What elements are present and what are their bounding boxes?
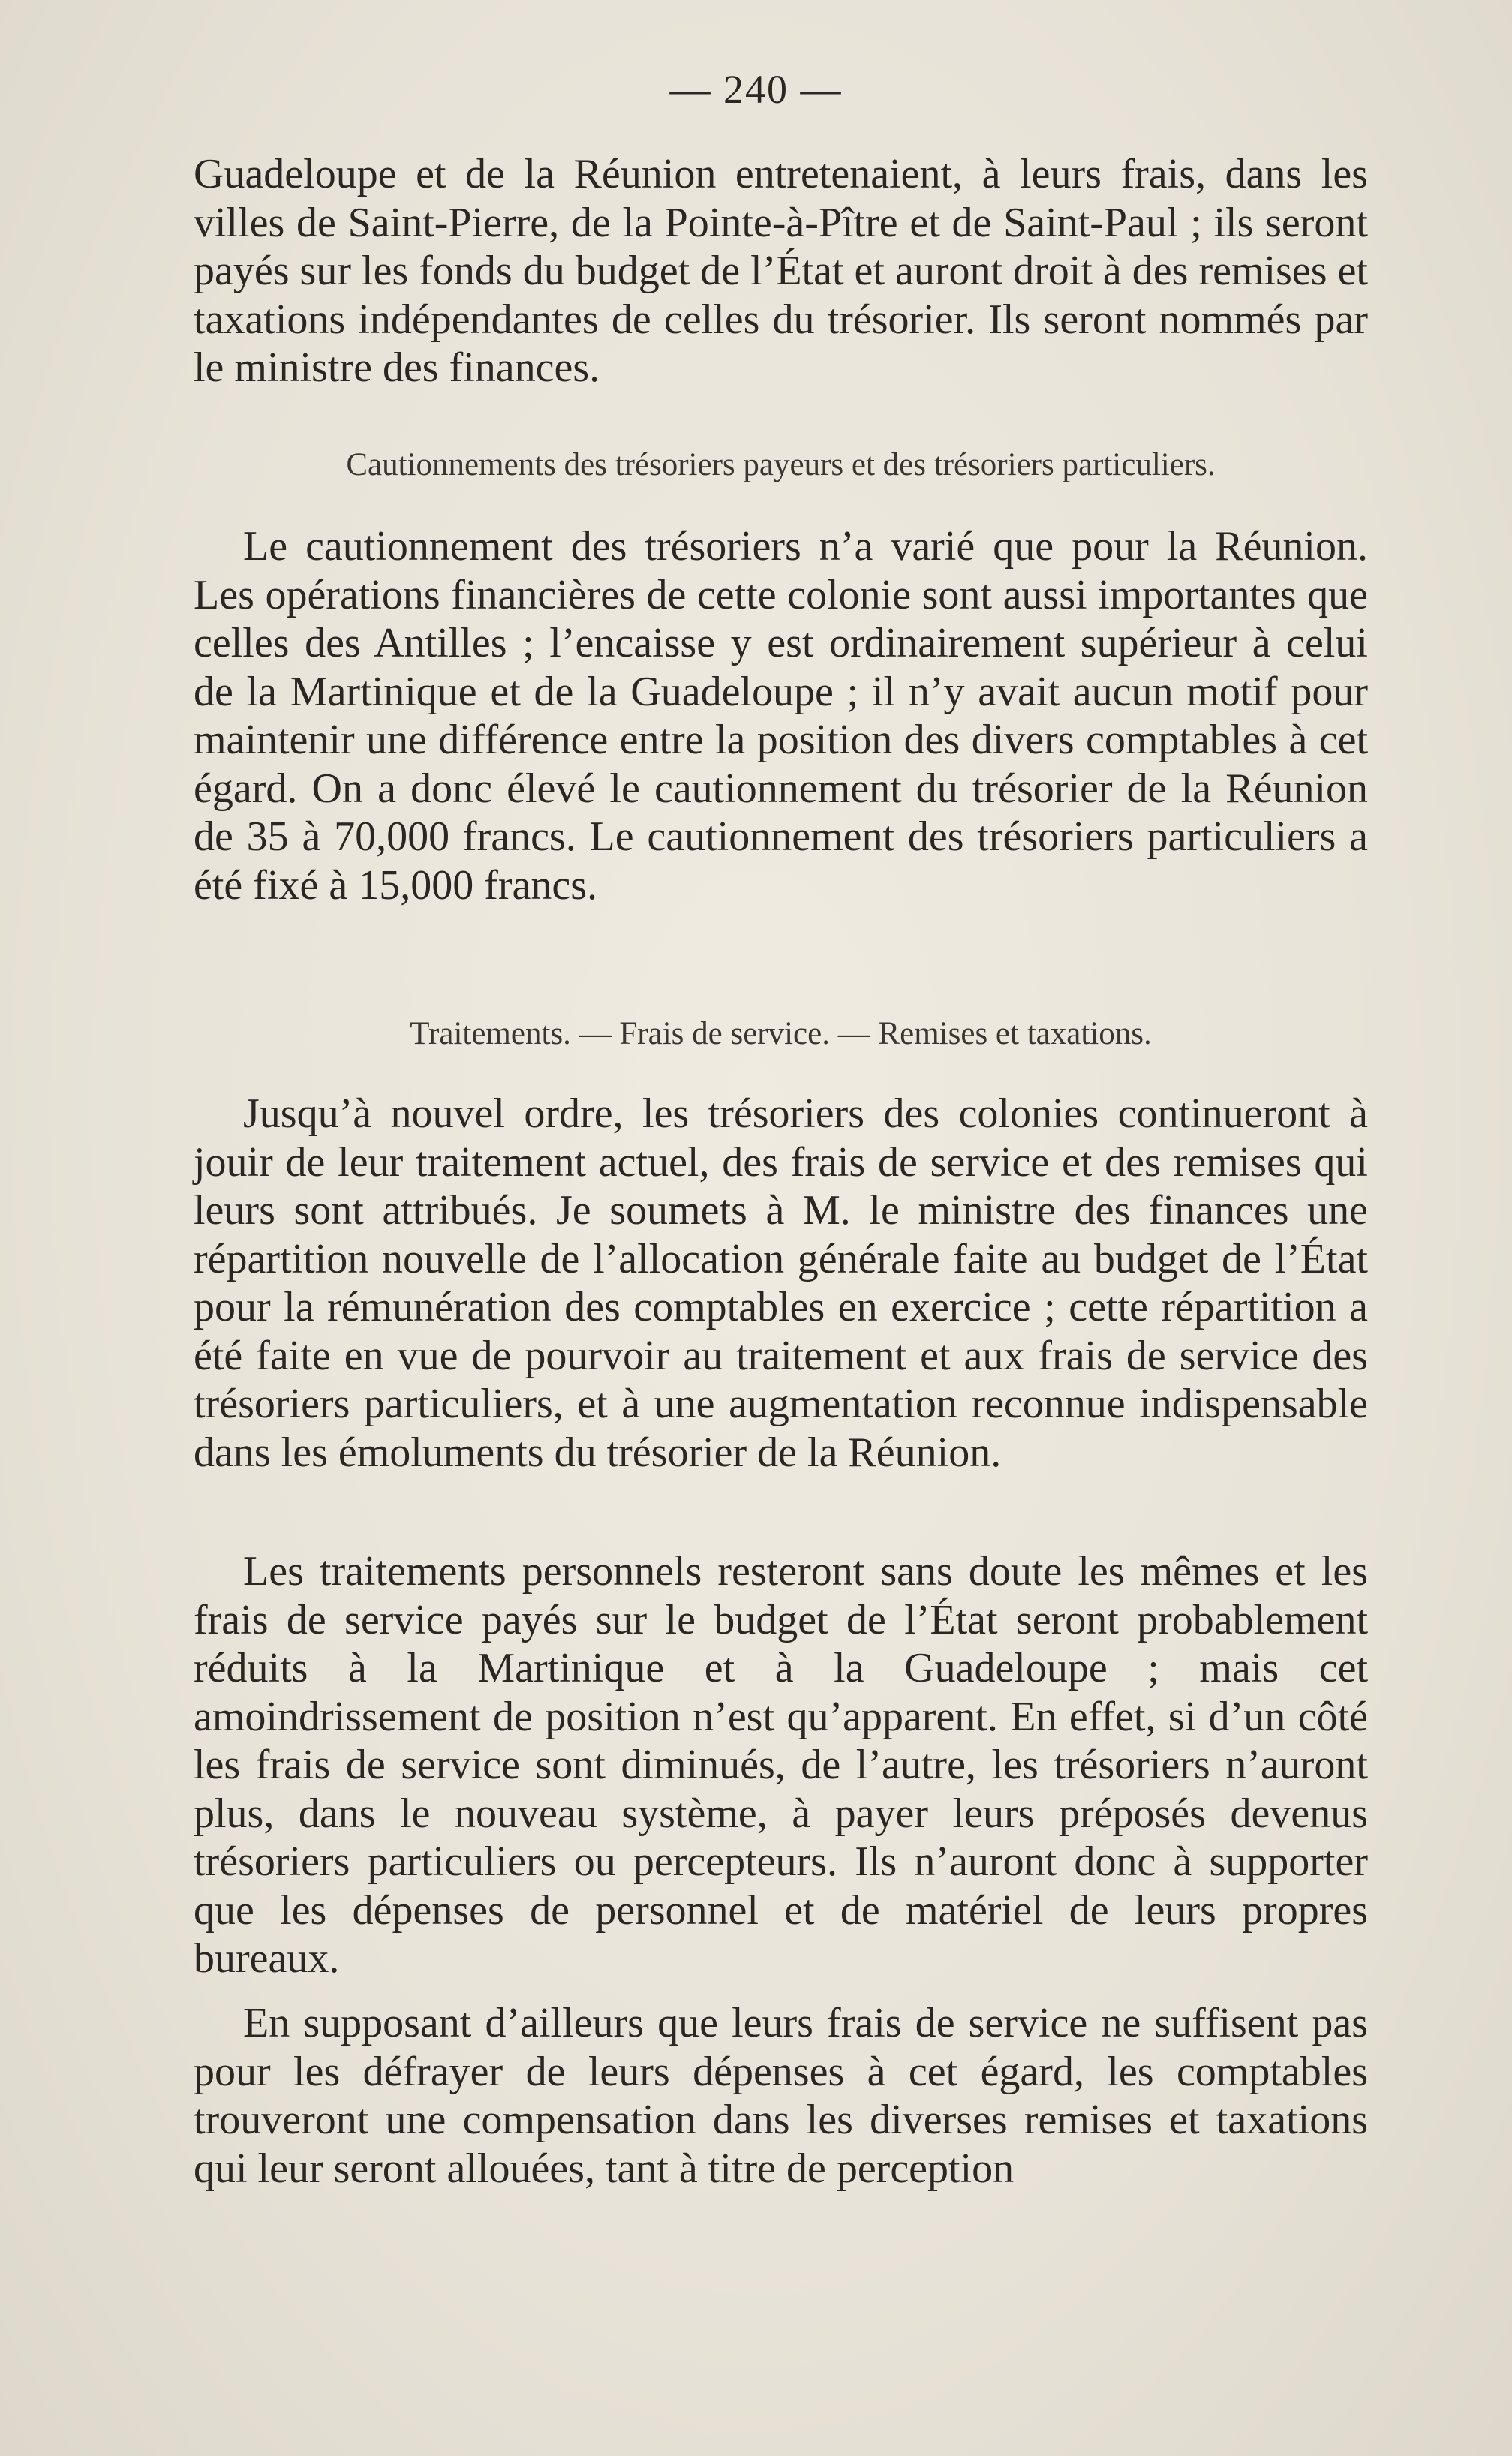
cautionnements-paragraph: Le cautionnement des trésoriers n’a varié que pour la Réunion. Les opérations financières de cette colonie sont aussi importantes que celles des Antilles ; l’encaisse y est ordinairement supérieur à celui de la Martinique et de la Guadeloupe ; il n’y avait aucun motif pour maintenir une différence entre la position des divers comptables à cet égard. On a donc élevé le cautionnement du trésorier de la Réunion de 35 à 70,000 francs. Le cautionnement des trésoriers particuliers a été fixé à 15,000 francs. xyxy=(194,523,1368,909)
section-heading-traitements: Traitements. — Frais de service. — Remises et taxations. xyxy=(410,1016,1152,1051)
traitements-paragraph-1-block xyxy=(194,1090,1368,1477)
intro-paragraph: Guadeloupe et de la Réunion entretenaient, à leurs frais, dans les villes de Saint-Pierre, de la Pointe-à-Pître et de Saint-Paul ; ils seront payés sur les fonds du budget de l’État et auront droit à des remises et taxations indépendantes de celles du trésorier. Ils seront nommés par le ministre des finances. xyxy=(194,151,1368,391)
traitements-paragraph-1: Jusqu’à nouvel ordre, les trésoriers des colonies continueront à jouir de leur traitement actuel, des frais de service et des remises qui leurs sont attribués. Je soumets à M. le ministre des finances une répartition nouvelle de l’allocation générale faite au budget de l’État pour la rémunération des comptables en exercice ; cette répartition a été faite en vue de pourvoir au traitement et aux frais de service des trésoriers particuliers, et à une augmentation reconnue indispensable dans les émoluments du trésorier de la Réunion. xyxy=(194,1090,1368,1476)
traitements-paragraph-2: Les traitements personnels resteront sans doute les mêmes et les frais de service payés sur le budget de l’État seront probablement réduits à la Martinique et à la Guadeloupe ; mais cet amoindrissement de position n’est qu’apparent. En effet, si d’un côté les frais de service sont diminués, de l’autre, les trésoriers n’auront plus, dans le nouveau système, à payer leurs préposés devenus trésoriers particuliers ou percepteurs. Ils n’auront donc à supporter que les dépenses de personnel et de matériel de leurs propres bureaux. xyxy=(194,1548,1368,1982)
heading-traitements-block xyxy=(194,1015,1368,1054)
traitements-paragraph-2-block xyxy=(194,1547,1368,1983)
page-number: — 240 — xyxy=(669,67,843,112)
cautionnements-paragraph-block xyxy=(194,522,1368,909)
traitements-paragraph-3: En supposant d’ailleurs que leurs frais de service ne suffisent pas pour les défrayer de leurs dépenses à cet égard, les comptables trouveront une compensation dans les diverses remises et taxations qui leur seront allouées, tant à titre de perception xyxy=(194,2000,1368,2192)
section-heading-cautionnements: Cautionnements des trésoriers payeurs et des trésoriers particuliers. xyxy=(346,447,1216,482)
intro-paragraph-block xyxy=(194,150,1368,392)
traitements-paragraph-3-block xyxy=(194,1999,1368,2193)
heading-cautionnements-block xyxy=(194,446,1368,485)
